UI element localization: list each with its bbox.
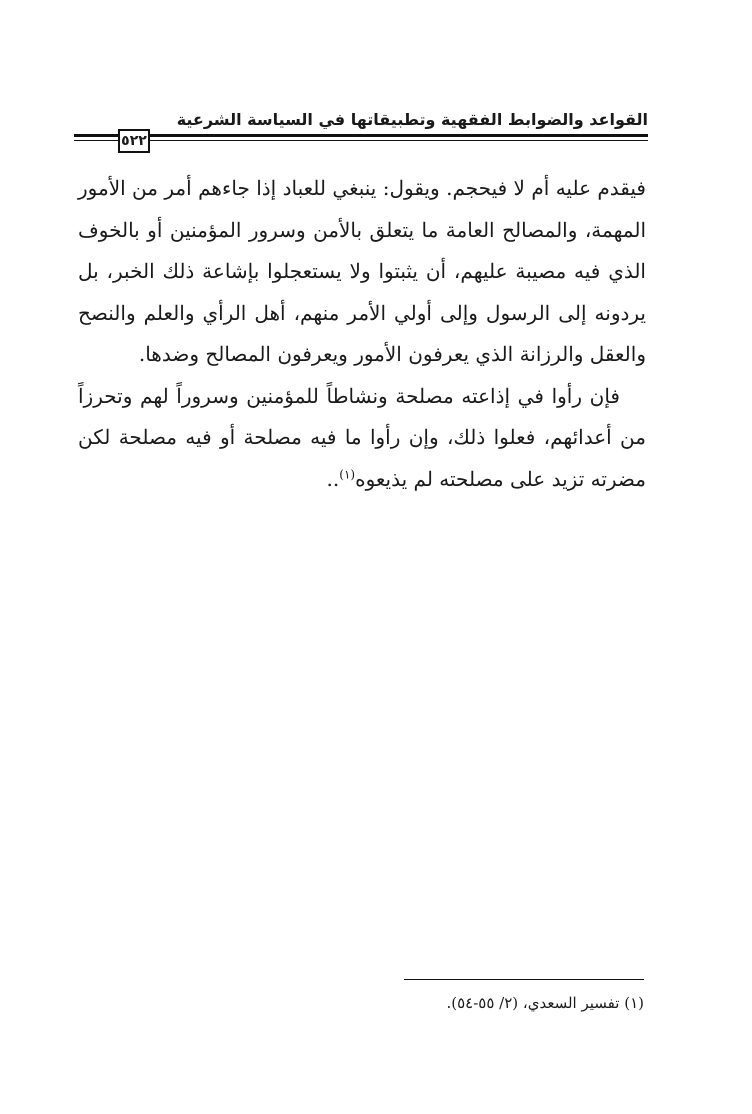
page-number: ٥٢٢ bbox=[118, 129, 150, 153]
paragraph bbox=[78, 376, 646, 501]
header-rule-thick bbox=[74, 134, 648, 137]
header-rule-thin bbox=[74, 140, 648, 141]
header-title: القواعد والضوابط الفقهية وتطبيقاتها في السياسة الشرعية bbox=[176, 110, 648, 129]
paragraph: فيقدم عليه أم لا فيحجم. ويقول: ينبغي للعباد إذا جاءهم أمر من الأمور المهمة، والمصالح العامة ما يتعلق بالأمن وسرور المؤمنين أو بالخوف الذي فيه مصيبة عليهم، أن يثبتوا ولا يستعجلوا بإشاعة ذلك الخبر، بل يردونه إلى الرسول وإلى أولي الأمر منهم، أهل الرأي والعلم والنصح والعقل والرزانة الذي يعرفون الأمور ويعرفون المصالح وضدها. bbox=[78, 176, 646, 366]
paragraph-ending: .. bbox=[326, 466, 340, 491]
footnote-marker: (١) bbox=[339, 466, 356, 481]
footnote-separator bbox=[404, 979, 644, 980]
footnote: (١) تفسير السعدي، (٢/ ٥٥-٥٤). bbox=[446, 994, 644, 1012]
paragraph-text: فإن رأوا في إذاعته مصلحة ونشاطاً للمؤمنين وسروراً لهم وتحرزاً من أعدائهم، فعلوا ذلك، وإن رأوا ما فيه مصلحة أو فيه مصلحة لكن مضرته تزيد على مصلحته لم يذيعوه bbox=[78, 383, 646, 491]
running-header bbox=[74, 108, 648, 154]
body-text bbox=[78, 168, 646, 500]
